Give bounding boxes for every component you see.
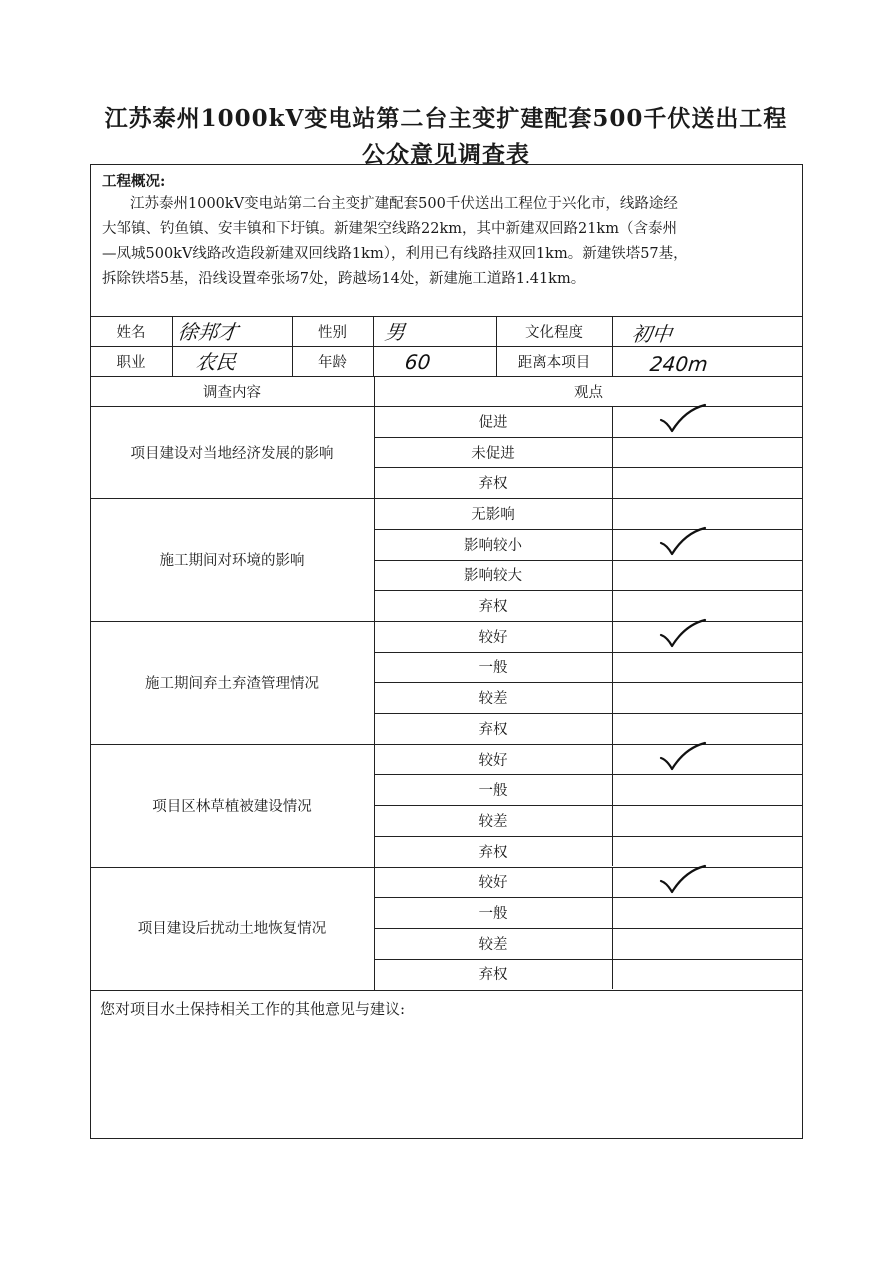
option-answer-cell[interactable] <box>612 897 803 928</box>
option-label: 影响较小 <box>464 537 522 554</box>
option-label: 弃权 <box>478 599 508 616</box>
option-answer-cell[interactable] <box>612 467 803 498</box>
distance-label: 距离本项目 <box>517 354 591 371</box>
option-label: 较差 <box>478 813 508 830</box>
divider <box>172 316 173 376</box>
question-text: 施工期间弃土弃渣管理情况 <box>145 675 319 692</box>
option-label: 影响较大 <box>464 568 522 585</box>
opinion-header: 观点 <box>574 384 603 401</box>
divider <box>373 316 374 376</box>
option-answer-cell[interactable] <box>612 682 803 713</box>
overview-line: 江苏泰州1000kV变电站第二台主变扩建配套500千伏送出工程位于兴化市，线路途经 <box>130 196 678 212</box>
option-label: 较好 <box>478 629 508 646</box>
option-label: 较差 <box>478 691 508 708</box>
age-value: 60 <box>403 350 432 374</box>
age-label: 年龄 <box>318 354 347 371</box>
occupation-value: 农民 <box>194 350 238 374</box>
option-label: 促进 <box>478 414 508 431</box>
form-subtitle: 公众意见调查表 <box>362 141 530 168</box>
name-label: 姓名 <box>116 324 146 341</box>
option-label: 一般 <box>478 906 508 923</box>
option-label: 弃权 <box>478 844 508 861</box>
education-label: 文化程度 <box>525 324 583 341</box>
checkmark-icon <box>657 615 709 651</box>
gender-value: 男 <box>383 320 407 344</box>
divider <box>90 990 803 991</box>
overview-line: 大邹镇、钓鱼镇、安丰镇和下圩镇。新建架空线路22km，其中新建双回路21km（含泰州 <box>102 221 677 237</box>
option-label: 较好 <box>478 875 508 892</box>
opinion-prompt: 您对项目水土保持相关工作的其他意见与建议: <box>100 1000 406 1018</box>
question-text: 项目建设对当地经济发展的影响 <box>130 445 334 462</box>
option-answer-cell[interactable] <box>612 774 803 805</box>
option-label: 弃权 <box>478 476 508 493</box>
question-text: 项目区林草植被建设情况 <box>152 798 312 815</box>
option-answer-cell[interactable] <box>612 928 803 959</box>
option-label: 较好 <box>478 752 508 769</box>
option-answer-cell[interactable] <box>612 437 803 468</box>
option-label: 未促进 <box>471 445 515 462</box>
option-label: 一般 <box>478 783 508 800</box>
name-value: 徐邦才 <box>176 320 240 344</box>
option-label: 一般 <box>478 660 508 677</box>
form-title: 江苏泰州1000kV变电站第二台主变扩建配套500千伏送出工程 <box>104 105 788 132</box>
option-answer-cell[interactable] <box>612 805 803 836</box>
overview-heading: 工程概况: <box>102 173 166 190</box>
option-label: 弃权 <box>478 721 508 738</box>
question-text: 项目建设后扰动土地恢复情况 <box>137 921 327 938</box>
checkmark-icon <box>657 400 709 436</box>
project-overview <box>102 170 802 292</box>
overview-line: —凤城500kV线路改造段新建双回线路1km），利用已有线路挂双回1km。新建铁塔57基， <box>102 246 688 262</box>
question-text: 施工期间对环境的影响 <box>159 552 305 569</box>
checkmark-icon <box>657 861 709 897</box>
content-header: 调查内容 <box>203 384 261 401</box>
option-label: 弃权 <box>478 967 508 984</box>
option-answer-cell[interactable] <box>612 652 803 683</box>
education-value: 初中 <box>630 322 674 346</box>
divider <box>612 316 613 376</box>
distance-value: 240m <box>648 352 709 376</box>
option-answer-cell[interactable] <box>612 560 803 591</box>
gender-label: 性别 <box>318 324 347 341</box>
option-label: 较差 <box>478 936 508 953</box>
checkmark-icon <box>657 523 709 559</box>
option-answer-cell[interactable] <box>612 959 803 990</box>
occupation-label: 职业 <box>116 354 146 371</box>
overview-line: 拆除铁塔5基，沿线设置牵张场7处，跨越场14处，新建施工道路1.41km。 <box>102 271 586 287</box>
option-label: 无影响 <box>471 506 515 523</box>
checkmark-icon <box>657 738 709 774</box>
